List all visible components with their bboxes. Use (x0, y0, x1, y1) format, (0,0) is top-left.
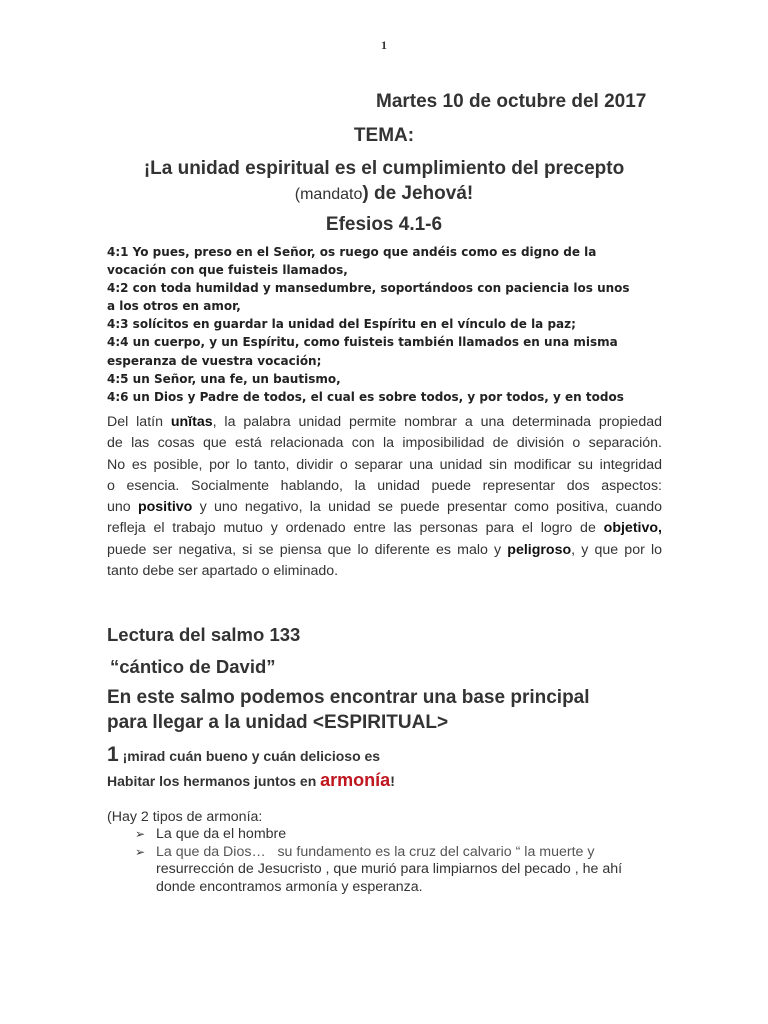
tipos-intro: (Hay 2 tipos de armonía: (107, 809, 263, 825)
verse-line: esperanza de vuestra vocación; (107, 353, 322, 368)
verse-line: 4:1 Yo pues, preso en el Señor, os ruego que andéis como es digno de la (107, 245, 597, 259)
verse-text: ¡mirad cuán bueno y cuán delicioso es (118, 748, 381, 764)
definition-paragraph (107, 412, 662, 582)
list-item: ➢ La que da Dios… su fundamento es la cruz del calvario “ la muerte y (135, 843, 595, 860)
verse-line: 4:6 un Dios y Padre de todos, el cual es sobre todos, y por todos, y en todos (107, 389, 624, 404)
arrow-bullet-icon: ➢ (135, 844, 146, 859)
para-line: de las cosas que está relacionada con la imposibilidad de división o separación. (107, 435, 662, 452)
para-line: puede ser negativa, si se piensa que lo diferente es malo y peligroso, y que por lo (107, 541, 662, 558)
title-open-paren: ( (294, 186, 301, 203)
psalm-verse-1 (107, 743, 380, 767)
page-number: 1 (381, 38, 387, 52)
list-item-continuation: resurrección de Jesucristo , que murió para limpiarnos del pecado , he ahí (156, 861, 623, 877)
verse-line: 4:3 solícitos en guardar la unidad del Espíritu en el vínculo de la paz; (107, 317, 576, 332)
verse-line: a los otros en amor, (107, 299, 241, 314)
verse-line: 4:4 un cuerpo, y un Espíritu, como fuisteis también llamados en una misma (107, 335, 618, 350)
scripture-reference: Efesios 4.1-6 (325, 214, 443, 235)
verses-block (107, 243, 667, 406)
para-line: o esencia. Socialmente hablando, la unidad puede representar dos aspectos: (107, 477, 662, 494)
verse-line: vocación con que fuisteis llamados, (107, 263, 348, 278)
list-item: ➢ La que da el hombre (135, 826, 287, 842)
title-line-1: ¡La unidad espiritual es el cumplimiento del precepto (143, 158, 625, 179)
para-line: No es posible, por lo tanto, dividir o separar una unidad sin modificar su integridad (107, 456, 662, 473)
bullet-list (135, 826, 622, 896)
verse-text-cont: Habitar los hermanos juntos en (107, 773, 321, 789)
verse-end: ! (390, 773, 395, 789)
psalm-verse-1-cont (107, 770, 395, 791)
para-line: uno positivo y uno negativo, la unidad se puede presentar como positiva, cuando (107, 499, 662, 516)
title-rest: ) de Jehová! (362, 183, 474, 204)
date-heading: Martes 10 de octubre del 2017 (376, 91, 647, 112)
tema-label: TEMA: (353, 125, 415, 146)
lectura-heading: Lectura del salmo 133 (107, 624, 301, 645)
para-line: Del latín unĭtas, la palabra unidad permite nombrar a una determinada propiedad (107, 414, 662, 430)
base-heading-line-1: En este salmo podemos encontrar una base principal (107, 687, 590, 708)
list-item-continuation: donde encontramos armonía y esperanza. (156, 878, 423, 895)
para-line: refleja el trabajo mutuo y ordenado entre las personas para el logro de objetivo, (107, 520, 662, 537)
armonia-word: armonía (320, 770, 391, 790)
verse-line: 4:2 con toda humildad y mansedumbre, soportándoos con paciencia los unos (107, 281, 630, 296)
base-heading-line-2: para llegar a la unidad <ESPIRITUAL> (107, 712, 449, 733)
para-line: tanto debe ser apartado o eliminado. (107, 563, 339, 580)
verse-number: 1 (107, 743, 119, 766)
verse-line: 4:5 un Señor, una fe, un bautismo, (107, 371, 341, 386)
title-line-2 (0, 183, 768, 205)
cantico-heading: “cántico de David” (110, 656, 276, 677)
arrow-bullet-icon: ➢ (135, 827, 146, 841)
title-mandato: mandato (300, 186, 363, 203)
